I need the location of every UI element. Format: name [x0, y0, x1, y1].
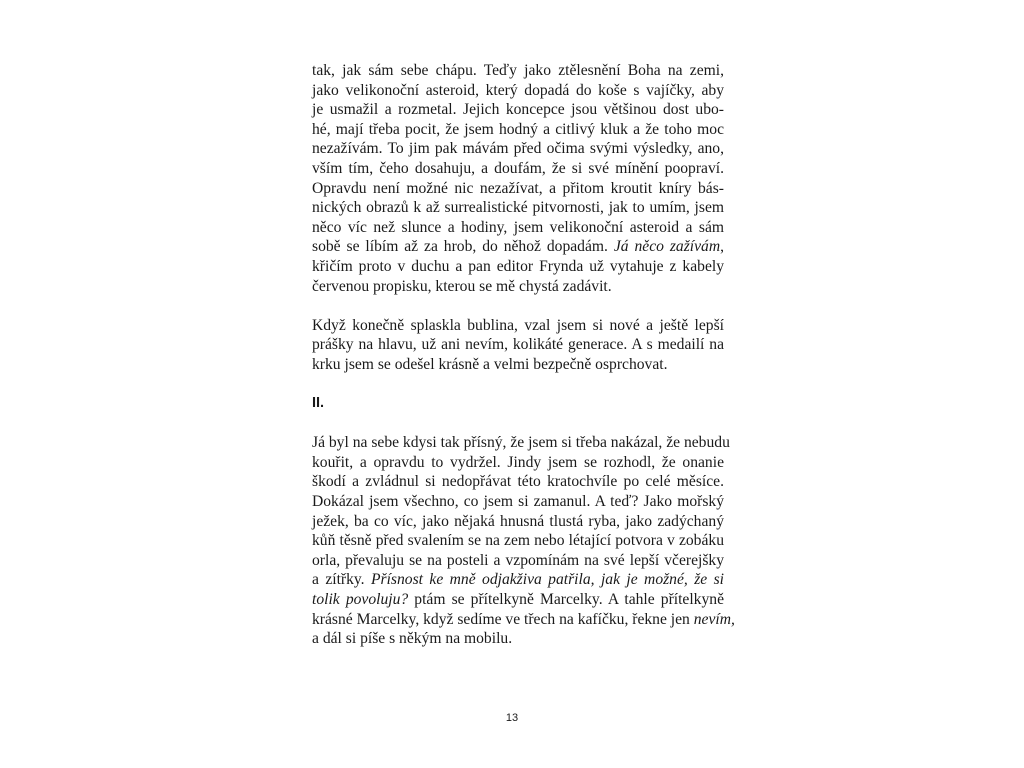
- text-line: a dál si píše s někým na mobilu.: [312, 630, 513, 648]
- italic-text-run: tolik povoluju?: [312, 591, 409, 609]
- paragraph-spacer: [312, 375, 724, 395]
- text-line: Dokázal jsem všechno, co jsem si zamanul. A teď? Jako mořský: [312, 493, 724, 511]
- paragraph-spacer: [312, 414, 724, 434]
- text-line: ježek, ba co víc, jako nějaká hnusná tlustá ryba, jako zadýchaný: [312, 512, 724, 530]
- text-line: je usmažil a rozmetal. Jejich koncepce jsou většinou dost ubo-: [312, 101, 724, 119]
- text-line: [312, 590, 724, 610]
- paragraph-3: [312, 433, 735, 649]
- text-line: něco víc než slunce a hodiny, jsem velikonoční asteroid a sám: [312, 218, 724, 236]
- text-run: ,: [720, 238, 724, 256]
- italic-text-run: Přísnost ke mně odjakživa patřila, jak je možné, že si: [371, 571, 724, 589]
- page-number: 13: [505, 712, 519, 724]
- paragraph-1: [312, 61, 724, 296]
- text-run: sobě se líbím až za hrob, do něhož dopadám.: [312, 238, 614, 256]
- text-line: Když konečně splaskla bublina, vzal jsem si nové a ještě lepší: [312, 316, 724, 334]
- italic-text-run: Já něco zažívám: [613, 238, 721, 256]
- text-line: tak, jak sám sebe chápu. Teďy jako ztělesnění Boha na zemi,: [312, 62, 724, 79]
- text-line: [312, 610, 735, 630]
- text-run: krásné Marcelky, když sedíme ve třech na kafíčku, řekne jen: [312, 610, 694, 628]
- text-line: krku jsem se odešel krásně a velmi bezpečně osprchovat.: [312, 355, 668, 373]
- text-line: škodí a zvládnul si nedopřávat této kratochvíle po celé měsíce.: [312, 473, 724, 491]
- text-line: Já byl na sebe kdysi tak přísný, že jsem si třeba nakázal, že nebudu: [312, 434, 730, 452]
- text-line: [312, 570, 724, 590]
- paragraph-spacer: [312, 296, 724, 316]
- text-line: [312, 237, 724, 257]
- italic-text-run: nevím,: [693, 610, 735, 628]
- text-line: červenou propisku, kterou se mě chystá zadávit.: [312, 277, 612, 295]
- text-line: orla, převaluju se na posteli a vzpomínám na své lepší včerejšky: [312, 551, 724, 569]
- text-run: ptám se přítelkyně Marcelky. A tahle přítelkyně: [408, 591, 724, 609]
- text-line: křičím proto v duchu a pan editor Frynda už vytahuje z kabely: [312, 257, 724, 275]
- text-run: a zítřky.: [312, 571, 371, 589]
- text-line: kouřit, a opravdu to vydržel. Jindy jsem se rozhodl, že onanie: [312, 453, 724, 471]
- text-line: Opravdu není možné nic nezažívat, a přitom kroutit kníry bás-: [312, 179, 724, 197]
- text-line: nických obrazů k až surrealistické pitvornosti, jak to umím, jsem: [312, 199, 724, 217]
- paragraph-2: [312, 316, 724, 375]
- section-heading: II.: [312, 395, 325, 412]
- text-line: prášky na hlavu, už ani nevím, kolikáté generace. A s medailí na: [312, 336, 724, 354]
- text-line: jako velikonoční asteroid, který dopadá do koše s vajíčky, aby: [312, 81, 724, 99]
- text-line: kůň těsně před svalením se na zem nebo létající potvora v zobáku: [312, 532, 724, 550]
- body-text: [312, 61, 735, 649]
- text-line: hé, mají třeba pocit, že jsem hodný a citlivý kluk a že toho moc: [312, 120, 724, 138]
- text-line: nezažívám. To jim pak mávám před očima svými výsledky, ano,: [312, 140, 724, 158]
- text-line: vším tím, čeho dosahuju, a doufám, že si své mínění poopraví.: [312, 159, 724, 177]
